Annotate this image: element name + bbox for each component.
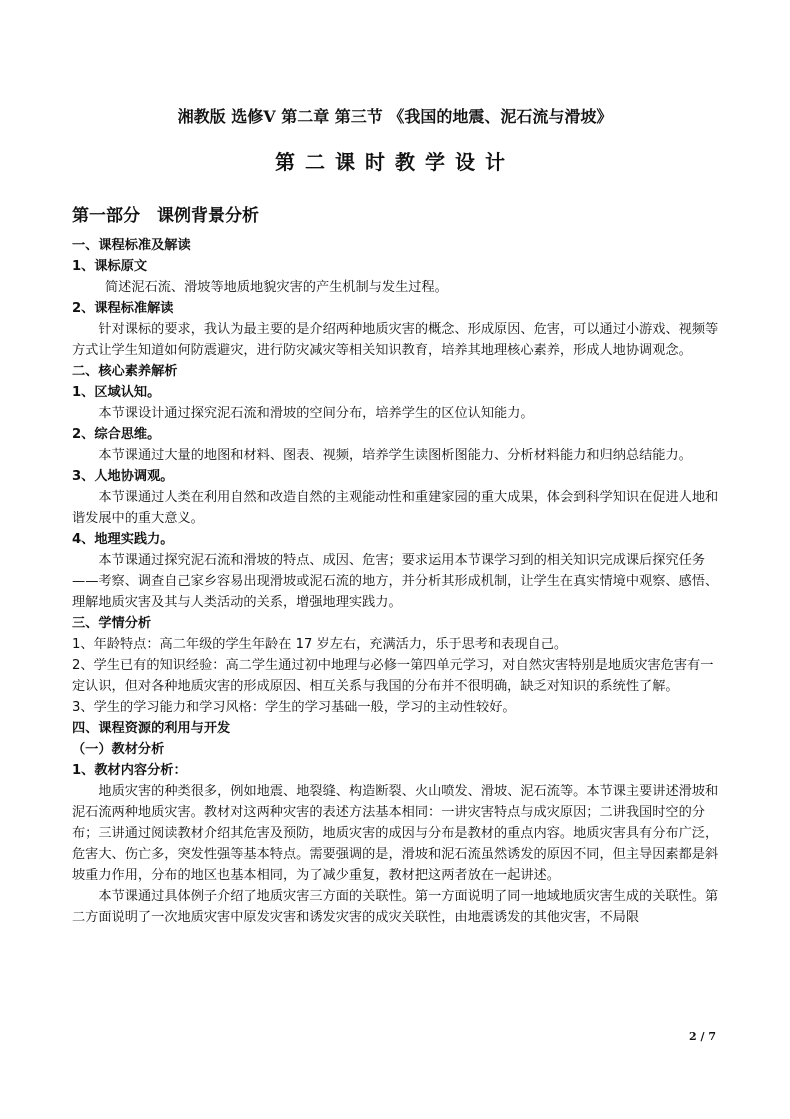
subsection-heading: 1、教材内容分析： xyxy=(72,763,187,778)
subsection-heading: 1、区域认知。 xyxy=(72,385,161,400)
paragraph: 本节课设计通过探究泥石流和滑坡的空间分布，培养学生的区位认知能力。 xyxy=(98,406,534,421)
part-heading: 第一部分 课例背景分析 xyxy=(72,206,259,226)
page-number: 2 / 7 xyxy=(689,1030,716,1043)
paragraph: 1、年龄特点：高二年级的学生年龄在 17 岁左右，充满活力，乐于思考和表现自己。 xyxy=(72,637,568,652)
subsection-heading: 1、课标原文 xyxy=(72,259,148,274)
subsection-heading: 3、人地协调观。 xyxy=(72,469,174,484)
document-subtitle: 第二课时教学设计 xyxy=(275,150,515,174)
paragraph: 本节课通过人类在利用自然和改造自然的主观能动性和重建家园的重大成果，体会到科学知识在促进人地和谐发展中的重大意义。 xyxy=(72,490,719,526)
section-heading: 三、学情分析 xyxy=(72,616,152,631)
section-heading: 二、核心素养解析 xyxy=(72,364,178,379)
document-body xyxy=(72,204,720,928)
paragraph: 地质灾害的种类很多，例如地震、地裂缝、构造断裂、火山喷发、滑坡、泥石流等。本节课主要讲述滑坡和泥石流两种地质灾害。教材对这两种灾害的表述方法基本相同：一讲灾害特点与成灾原因；二讲我国时空的分布；三讲通过阅读教材介绍其危害及预防，地质灾害的成因与分布是教材的重点内容。地质灾害具有分布广泛，危害大、伤亡多，突发性强等基本特点。需要强调的是，滑坡和泥石流虽然诱发的原因不同，但主导因素都是斜坡重力作用，分布的地区也基本相同，为了减少重复，教材把这两者放在一起讲述。 xyxy=(72,784,719,883)
subsection-heading: 2、综合思维。 xyxy=(72,427,161,442)
paragraph: 本节课通过具体例子介绍了地质灾害三方面的关联性。第一方面说明了同一地域地质灾害生成的关联性。第二方面说明了一次地质灾害中原发灾害和诱发灾害的成灾关联性，由地震诱发的其他灾害，不局限 xyxy=(72,889,719,925)
paragraph: 本节课通过大量的地图和材料、图表、视频，培养学生读图析图能力、分析材料能力和归纳总结能力。 xyxy=(98,448,692,463)
paragraph: 3、学生的学习能力和学习风格：学生的学习基础一般，学习的主动性较好。 xyxy=(72,700,516,715)
paragraph: 针对课标的要求，我认为最主要的是介绍两种地质灾害的概念、形成原因、危害，可以通过小游戏、视频等方式让学生知道如何防震避灾，进行防灾减灾等相关知识教育，培养其地理核心素养，形成人地协调观念。 xyxy=(72,322,719,358)
paragraph: 简述泥石流、滑坡等地质地貌灾害的产生机制与发生过程。 xyxy=(105,280,448,295)
subsection-heading: （一）教材分析 xyxy=(72,742,165,757)
subsection-heading: 2、课程标准解读 xyxy=(72,301,174,316)
section-heading: 四、课程资源的利用与开发 xyxy=(72,721,231,736)
paragraph: 2、学生已有的知识经验：高二学生通过初中地理与必修一第四单元学习，对自然灾害特别是地质灾害危害有一定认识，但对各种地质灾害的形成原因、相互关系与我国的分布并不很明确，缺乏对知识的系统性了解。 xyxy=(72,658,714,694)
section-heading: 一、课程标准及解读 xyxy=(72,238,191,253)
paragraph: 本节课通过探究泥石流和滑坡的特点、成因、危害；要求运用本节课学习到的相关知识完成课后探究任务——考察、调查自己家乡容易出现滑坡或泥石流的地方，并分析其形成机制，让学生在真实情境中观察、感悟、理解地质灾害及其与人类活动的关系，增强地理实践力。 xyxy=(72,553,719,610)
document-title: 湘教版 选修Ⅴ 第二章 第三节 《我国的地震、泥石流与滑坡》 xyxy=(177,107,613,126)
subsection-heading: 4、地理实践力。 xyxy=(72,532,174,547)
